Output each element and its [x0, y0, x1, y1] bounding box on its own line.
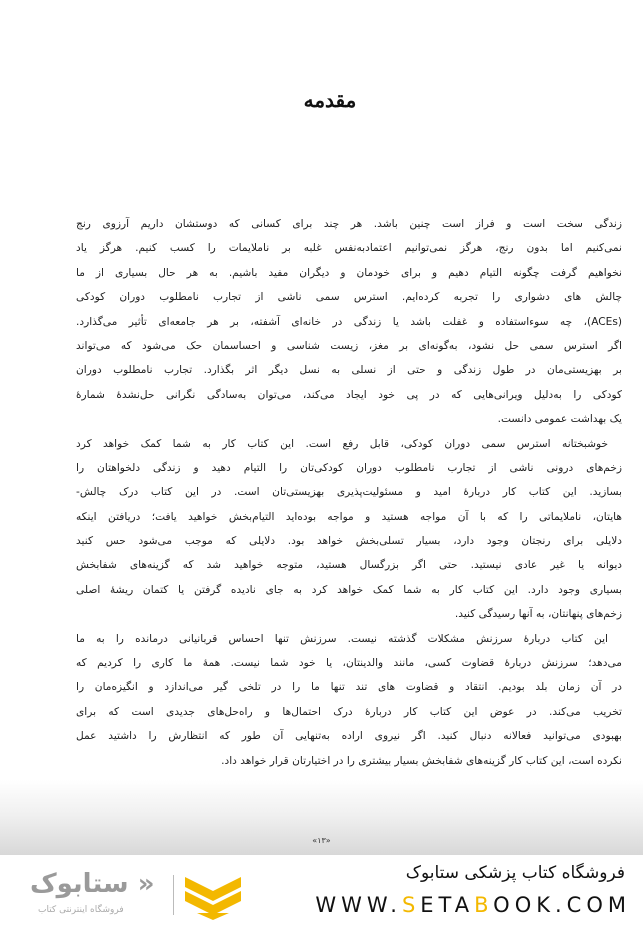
- text-line: زندگی سخت است و فراز است چنین باشد. هر چند برای کسانی که دوستشان داریم آرزوی رنج: [76, 218, 622, 230]
- text-line: یک بهداشت عمومی دانست.: [497, 413, 622, 426]
- store-name: فروشگاه کتاب پزشکی ستابوک: [405, 863, 625, 883]
- text-line: می‌دهد؛ سرزنش دربارهٔ قضاوت کسی، مانند والدینتان، یا خود شما نیست. همهٔ ما کاری را کردیم که: [76, 657, 622, 670]
- store-url[interactable]: [315, 893, 631, 917]
- page-title: مقدمه: [303, 88, 357, 112]
- text-line: بر بهزیستی‌مان در طول زندگی و حتی از نسلی به نسل دیگر اثر بگذارد. تجارب نامطلوب دوران: [76, 364, 622, 377]
- url-part: OOK.COM: [493, 893, 631, 917]
- text-line: تخریب می‌کند. در عوض این کتاب کار دربارهٔ درک احتمال‌ها و راه‌حل‌های جدیدی است که برای: [76, 705, 622, 718]
- text-line: زخم‌های درونی ناشی از تجارب نامطلوب دوران کودکی‌تان را التیام دهید و زندگی دلخواهتان را: [76, 461, 622, 474]
- text-line: نخواهیم گرفت چگونه التیام دهیم و برای خودمان و دیگران مفید باشیم. به هر حال بسیاری از ما: [76, 266, 622, 279]
- text-line: چالش های دشواری را تجربه کرده‌ایم. استرس سمی ناشی از تجارب نامطلوب دوران کودکی: [76, 291, 622, 304]
- text-line: در آن زمان بلد بودیم. انتقاد و قضاوت های تند تنها ما را در تلخی گیر می‌اندازد و انگیزه‌مان را: [76, 681, 622, 694]
- logo-text: ستابوک: [30, 869, 129, 899]
- url-part-highlight: S: [401, 893, 421, 917]
- page-number: «۱۳»: [312, 836, 331, 845]
- logo-divider: [173, 875, 174, 915]
- text-line: زخم‌های پنهانتان، به آنها رسیدگی کنید.: [454, 608, 622, 621]
- text-line: کودکی را به‌دلیل ویرانی‌هایی که در پی خود ایجاد می‌کند، می‌توان به‌سادگی نگرانی حل‌نشدهٔ شمارهٔ: [76, 388, 622, 401]
- text-line: خوشبختانه استرس سمی دوران کودکی، قابل رفع است. این کتاب کار به شما کمک خواهد کرد: [76, 437, 608, 450]
- page-body: [76, 212, 622, 773]
- text-line: این کتاب دربارهٔ سرزنش مشکلات گذشته نیست. سرزنش تنها احساس قربانیانی درمانده را به ما: [76, 632, 608, 645]
- text-line: دیوانه یا غیر عادی نیستید. حتی اگر بزرگسال هستید، متوجه خواهید شد که گزینه‌های شفابخش: [76, 559, 622, 572]
- url-part: ETA: [420, 893, 475, 917]
- url-part-highlight: B: [474, 893, 494, 917]
- text-line: بسیاری وجود دارد. این کتاب کار به شما کمک خواهد کرد به جای نادیده گرفتن یا کتمان ریشهٔ اصلی: [76, 583, 622, 596]
- text-line: (ACEs)، چه سوءاستفاده و غفلت باشد یا زندگی در خانه‌ای آشفته، بر هر جامعه‌ای تأثیر می‌گذارد.: [76, 315, 622, 328]
- text-line: اگر استرس سمی حل نشود، به‌گونه‌ای بر مغز، زیست شناسی و احساسمان حک می‌شود که می‌تواند: [76, 339, 622, 352]
- setabook-chevron-logo-icon: [183, 875, 243, 920]
- text-line: نکرده است، این کتاب کار گزینه‌های شفابخش بسیار بیشتری را در اختیارتان قرار خواهد داد.: [221, 754, 622, 767]
- url-part: WWW.: [315, 893, 402, 917]
- store-footer: [0, 855, 643, 926]
- logo-wordmark: « ستابوک: [30, 869, 155, 899]
- text-line: دلایلی برای رنجتان وجود دارد، بسیار تسلی‌بخش خواهد بود. دلایلی که موجب می‌شود حس کنید: [76, 535, 622, 548]
- text-line: بسازید. این کتاب کار دربارهٔ امید و مسئولیت‌پذیری بهزیستی‌تان است. در این کتاب درک چالش-: [76, 486, 622, 499]
- text-line: بهبودی می‌توانید فعالانه دنبال کنید. اگر نیروی اراده به‌تنهایی آن طور که انتظارش را داشتید عمل: [76, 730, 622, 743]
- text-line: نمی‌کنیم اما بدون رنج، هرگز نمی‌توانیم اعتمادبه‌نفس غلبه بر ناملایمات را کسب کنیم. هرگز یاد: [76, 242, 622, 255]
- logo-subtitle: فروشگاه اینترنتی کتاب: [38, 905, 124, 915]
- text-line: هایتان، ناملایماتی را که با آن مواجه هستید و مواجه بوده‌اید التیام‌بخش خواهید یافت؛ دریافتن اینکه: [76, 510, 622, 523]
